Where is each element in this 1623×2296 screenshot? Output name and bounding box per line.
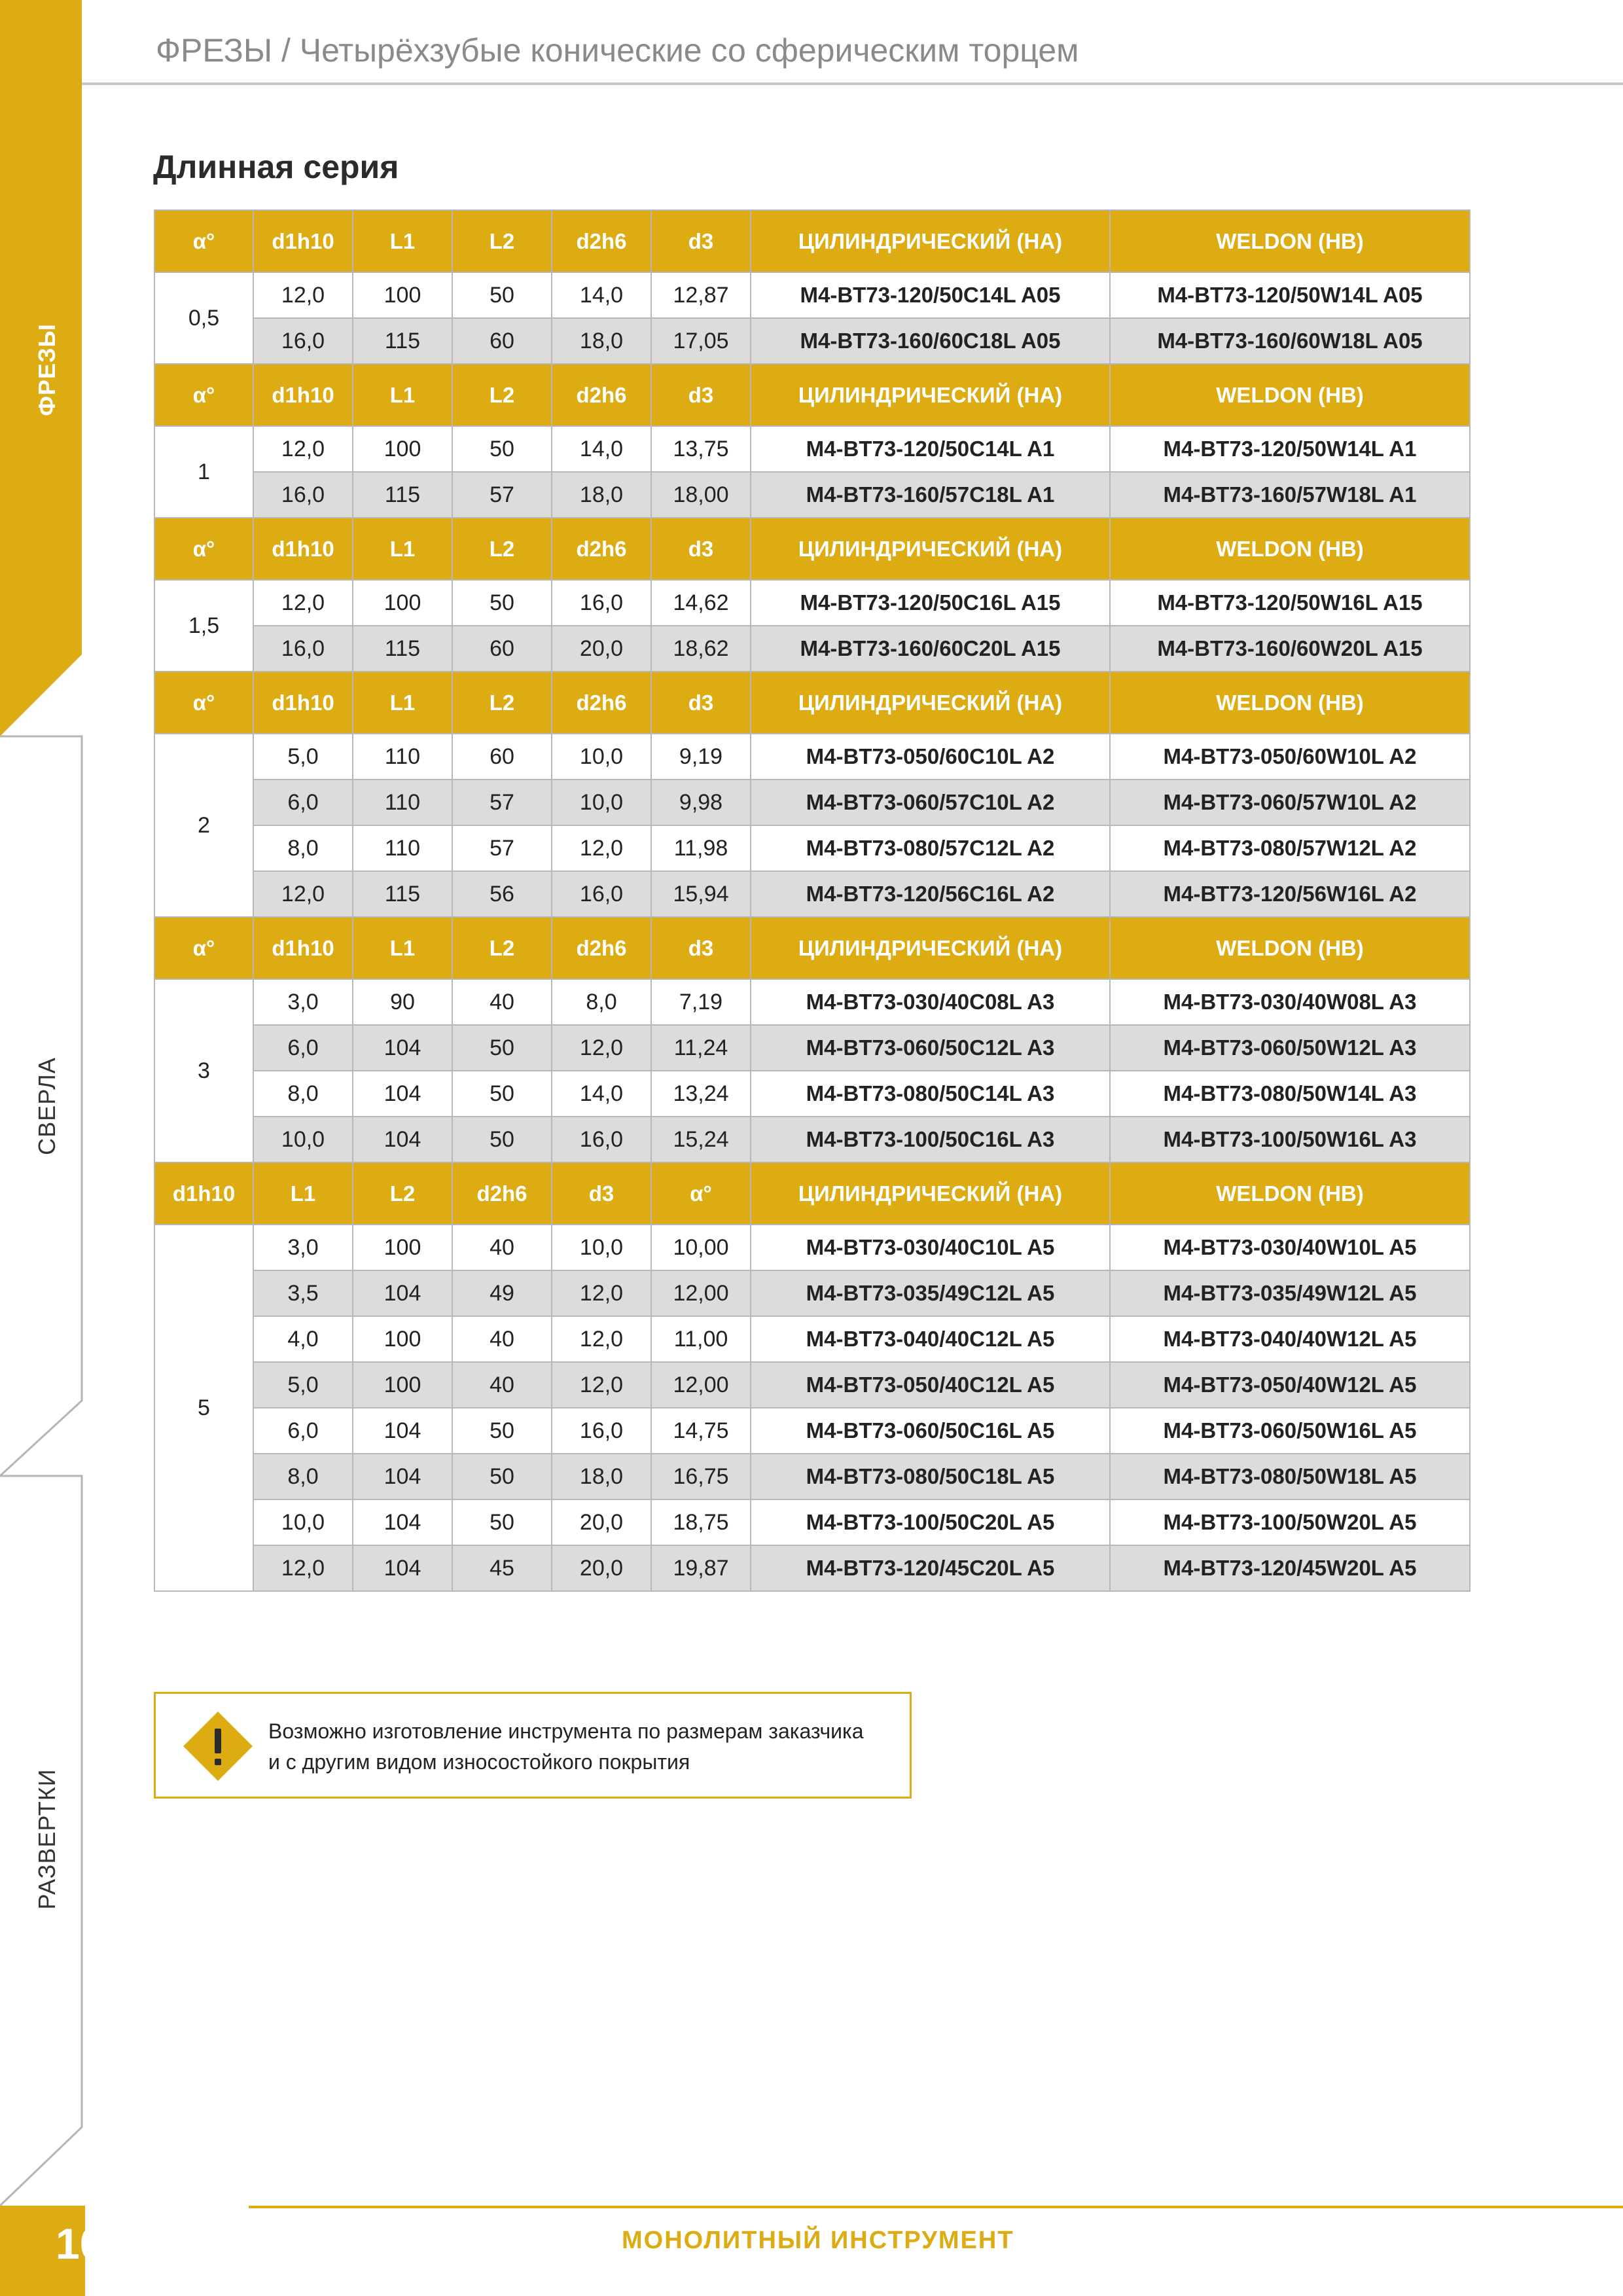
table-row (154, 871, 1470, 917)
product-code-cell: M4-BT73-080/57W12L A2 (1110, 825, 1470, 871)
column-header: ЦИЛИНДРИЧЕСКИЙ (HA) (751, 917, 1110, 979)
table-cell: 20,0 (552, 1545, 651, 1591)
product-code-cell: M4-BT73-120/45C20L A5 (751, 1545, 1110, 1591)
table-cell: 40 (452, 979, 552, 1025)
alpha-group-cell: 2 (154, 734, 253, 917)
product-code-cell: M4-BT73-120/56W16L A2 (1110, 871, 1470, 917)
table-cell: 45 (452, 1545, 552, 1591)
table-cell: 10,0 (253, 1499, 353, 1545)
table-cell: 9,19 (651, 734, 751, 780)
table-header-row (154, 210, 1470, 272)
table-cell: 115 (353, 871, 452, 917)
column-header: d1h10 (253, 364, 353, 426)
column-header: d3 (651, 210, 751, 272)
table-cell: 10,00 (651, 1225, 751, 1270)
table-cell: 18,0 (552, 472, 651, 518)
alpha-group-cell: 1 (154, 426, 253, 518)
table-cell: 104 (353, 1454, 452, 1499)
product-code-cell: M4-BT73-030/40W10L A5 (1110, 1225, 1470, 1270)
table-cell: 16,0 (253, 318, 353, 364)
table-row (154, 1362, 1470, 1408)
column-header: ЦИЛИНДРИЧЕСКИЙ (HA) (751, 210, 1110, 272)
table-cell: 3,5 (253, 1270, 353, 1316)
table-cell: 50 (452, 1499, 552, 1545)
table-cell: 110 (353, 734, 452, 780)
table-row (154, 1454, 1470, 1499)
product-code-cell: M4-BT73-160/60C18L A05 (751, 318, 1110, 364)
column-header: ЦИЛИНДРИЧЕСКИЙ (HA) (751, 672, 1110, 734)
table-cell: 10,0 (253, 1117, 353, 1162)
product-code-cell: M4-BT73-080/50W18L A5 (1110, 1454, 1470, 1499)
column-header: d3 (651, 672, 751, 734)
table-cell: 100 (353, 426, 452, 472)
table-cell: 16,0 (552, 1408, 651, 1454)
product-code-cell: M4-BT73-030/40W08L A3 (1110, 979, 1470, 1025)
product-code-cell: M4-BT73-100/50C20L A5 (751, 1499, 1110, 1545)
table-cell: 12,0 (253, 580, 353, 626)
table-cell: 100 (353, 1362, 452, 1408)
product-code-cell: M4-BT73-050/40C12L A5 (751, 1362, 1110, 1408)
table-cell: 100 (353, 272, 452, 318)
table-cell: 115 (353, 626, 452, 672)
table-row (154, 1545, 1470, 1591)
table-cell: 90 (353, 979, 452, 1025)
product-code-cell: M4-BT73-030/40C10L A5 (751, 1225, 1110, 1270)
column-header: d3 (651, 917, 751, 979)
table-cell: 18,00 (651, 472, 751, 518)
table-cell: 57 (452, 472, 552, 518)
table-cell: 18,75 (651, 1499, 751, 1545)
table-cell: 50 (452, 426, 552, 472)
table-cell: 50 (452, 580, 552, 626)
table-cell: 18,62 (651, 626, 751, 672)
table-cell: 10,0 (552, 1225, 651, 1270)
table-cell: 6,0 (253, 1408, 353, 1454)
side-navigation (0, 0, 85, 2296)
table-cell: 12,0 (552, 1316, 651, 1362)
table-cell: 8,0 (253, 825, 353, 871)
table-cell: 60 (452, 734, 552, 780)
product-code-cell: M4-BT73-160/60W18L A05 (1110, 318, 1470, 364)
table-cell: 100 (353, 1225, 452, 1270)
product-code-cell: M4-BT73-060/50W16L A5 (1110, 1408, 1470, 1454)
table-header-row (154, 364, 1470, 426)
table-cell: 40 (452, 1316, 552, 1362)
table-row (154, 426, 1470, 472)
table-cell: 12,0 (552, 825, 651, 871)
table-cell: 16,0 (253, 626, 353, 672)
column-header: L2 (452, 917, 552, 979)
column-header: L1 (353, 672, 452, 734)
table-row (154, 626, 1470, 672)
table-cell: 19,87 (651, 1545, 751, 1591)
table-header-row (154, 672, 1470, 734)
product-code-cell: M4-BT73-120/50W14L A1 (1110, 426, 1470, 472)
table-cell: 50 (452, 1454, 552, 1499)
product-code-cell: M4-BT73-080/50C14L A3 (751, 1071, 1110, 1117)
product-code-cell: M4-BT73-120/50C14L A1 (751, 426, 1110, 472)
table-cell: 12,87 (651, 272, 751, 318)
table-cell: 50 (452, 272, 552, 318)
column-header: WELDON (HB) (1110, 917, 1470, 979)
column-header: d1h10 (253, 917, 353, 979)
table-cell: 104 (353, 1025, 452, 1071)
product-code-cell: M4-BT73-060/50C12L A3 (751, 1025, 1110, 1071)
table-cell: 104 (353, 1499, 452, 1545)
table-cell: 3,0 (253, 1225, 353, 1270)
column-header: d2h6 (552, 518, 651, 580)
table-cell: 16,0 (552, 1117, 651, 1162)
product-code-cell: M4-BT73-120/50W16L A15 (1110, 580, 1470, 626)
table-cell: 104 (353, 1545, 452, 1591)
column-header: d2h6 (552, 672, 651, 734)
product-code-cell: M4-BT73-120/50W14L A05 (1110, 272, 1470, 318)
note-line-2: и с другим видом износостойкого покрытия (268, 1750, 690, 1774)
table-cell: 5,0 (253, 734, 353, 780)
table-cell: 11,98 (651, 825, 751, 871)
column-header: d1h10 (253, 518, 353, 580)
table-row (154, 1408, 1470, 1454)
product-code-cell: M4-BT73-060/57C10L A2 (751, 780, 1110, 825)
column-header: α° (651, 1162, 751, 1225)
table-header-row (154, 917, 1470, 979)
table-cell: 4,0 (253, 1316, 353, 1362)
table-row (154, 825, 1470, 871)
column-header: ЦИЛИНДРИЧЕСКИЙ (HA) (751, 1162, 1110, 1225)
column-header: d2h6 (452, 1162, 552, 1225)
column-header: d2h6 (552, 364, 651, 426)
page-header-title: ФРЕЗЫ / Четырёхзубые конические со сферическим торцем (156, 32, 1079, 69)
product-code-cell: M4-BT73-060/57W10L A2 (1110, 780, 1470, 825)
product-code-cell: M4-BT73-160/60W20L A15 (1110, 626, 1470, 672)
table-cell: 6,0 (253, 780, 353, 825)
product-code-cell: M4-BT73-120/45W20L A5 (1110, 1545, 1470, 1591)
table-row (154, 979, 1470, 1025)
table-row (154, 472, 1470, 518)
table-cell: 50 (452, 1025, 552, 1071)
column-header: d3 (651, 518, 751, 580)
product-code-cell: M4-BT73-050/60W10L A2 (1110, 734, 1470, 780)
table-cell: 17,05 (651, 318, 751, 364)
product-code-cell: M4-BT73-050/40W12L A5 (1110, 1362, 1470, 1408)
product-code-cell: M4-BT73-120/56C16L A2 (751, 871, 1110, 917)
section-title: Длинная серия (153, 149, 399, 185)
column-header: L1 (253, 1162, 353, 1225)
table-cell: 7,19 (651, 979, 751, 1025)
warning-diamond-icon (182, 1710, 254, 1782)
product-code-cell: M4-BT73-030/40C08L A3 (751, 979, 1110, 1025)
table-cell: 57 (452, 780, 552, 825)
table-cell: 40 (452, 1225, 552, 1270)
product-code-cell: M4-BT73-100/50W16L A3 (1110, 1117, 1470, 1162)
product-code-cell: M4-BT73-080/50C18L A5 (751, 1454, 1110, 1499)
column-header: L2 (452, 364, 552, 426)
table-cell: 16,0 (552, 580, 651, 626)
table-cell: 60 (452, 626, 552, 672)
table-row (154, 1499, 1470, 1545)
table-cell: 100 (353, 1316, 452, 1362)
table-cell: 115 (353, 318, 452, 364)
column-header: d1h10 (253, 210, 353, 272)
table-cell: 14,0 (552, 426, 651, 472)
product-code-cell: M4-BT73-160/57C18L A1 (751, 472, 1110, 518)
table-cell: 10,0 (552, 780, 651, 825)
table-cell: 12,0 (552, 1025, 651, 1071)
product-code-cell: M4-BT73-120/50C14L A05 (751, 272, 1110, 318)
column-header: d3 (651, 364, 751, 426)
table-cell: 56 (452, 871, 552, 917)
table-cell: 10,0 (552, 734, 651, 780)
product-code-cell: M4-BT73-050/60C10L A2 (751, 734, 1110, 780)
column-header: L1 (353, 364, 452, 426)
table-cell: 8,0 (552, 979, 651, 1025)
product-code-cell: M4-BT73-100/50C16L A3 (751, 1117, 1110, 1162)
column-header: d3 (552, 1162, 651, 1225)
product-code-cell: M4-BT73-060/50C16L A5 (751, 1408, 1110, 1454)
column-header: L2 (452, 672, 552, 734)
product-code-cell: M4-BT73-035/49W12L A5 (1110, 1270, 1470, 1316)
table-cell: 104 (353, 1270, 452, 1316)
product-code-cell: M4-BT73-080/57C12L A2 (751, 825, 1110, 871)
column-header: d2h6 (552, 917, 651, 979)
page-number: 106 (56, 2219, 128, 2268)
table-row (154, 734, 1470, 780)
table-cell: 60 (452, 318, 552, 364)
product-code-cell: M4-BT73-040/40C12L A5 (751, 1316, 1110, 1362)
alpha-group-cell: 1,5 (154, 580, 253, 672)
side-tab-frezy[interactable]: ФРЕЗЫ (33, 323, 60, 416)
column-header: α° (154, 518, 253, 580)
column-header: α° (154, 917, 253, 979)
table-row (154, 1225, 1470, 1270)
spec-table (154, 209, 1471, 1592)
table-cell: 13,75 (651, 426, 751, 472)
table-cell: 49 (452, 1270, 552, 1316)
table-row (154, 1117, 1470, 1162)
table-cell: 50 (452, 1117, 552, 1162)
alpha-group-cell: 5 (154, 1225, 253, 1591)
table-cell: 14,62 (651, 580, 751, 626)
table-cell: 20,0 (552, 1499, 651, 1545)
column-header: WELDON (HB) (1110, 364, 1470, 426)
product-code-cell: M4-BT73-160/57W18L A1 (1110, 472, 1470, 518)
table-cell: 12,0 (253, 871, 353, 917)
alpha-group-cell: 0,5 (154, 272, 253, 364)
table-cell: 8,0 (253, 1454, 353, 1499)
table-cell: 110 (353, 825, 452, 871)
note-box (154, 1692, 912, 1799)
table-cell: 12,0 (552, 1362, 651, 1408)
note-line-1: Возможно изготовление инструмента по размерам заказчика (268, 1719, 864, 1743)
product-code-cell: M4-BT73-080/50W14L A3 (1110, 1071, 1470, 1117)
column-header: WELDON (HB) (1110, 210, 1470, 272)
table-cell: 40 (452, 1362, 552, 1408)
product-code-cell: M4-BT73-160/60C20L A15 (751, 626, 1110, 672)
header-divider (82, 82, 1623, 85)
table-cell: 115 (353, 472, 452, 518)
table-cell: 13,24 (651, 1071, 751, 1117)
column-header: α° (154, 672, 253, 734)
table-cell: 3,0 (253, 979, 353, 1025)
side-tab-razvertki[interactable]: РАЗВЕРТКИ (33, 1768, 60, 1910)
note-text (268, 1716, 864, 1778)
table-cell: 100 (353, 580, 452, 626)
table-cell: 18,0 (552, 1454, 651, 1499)
footer-divider (249, 2206, 1623, 2208)
table-cell: 14,75 (651, 1408, 751, 1454)
table-cell: 104 (353, 1408, 452, 1454)
footer-label: МОНОЛИТНЫЙ ИНСТРУМЕНТ (622, 2227, 1014, 2254)
table-cell: 16,0 (552, 871, 651, 917)
table-cell: 9,98 (651, 780, 751, 825)
table-row (154, 1270, 1470, 1316)
column-header: L2 (452, 518, 552, 580)
table-cell: 12,0 (552, 1270, 651, 1316)
alpha-group-cell: 3 (154, 979, 253, 1162)
table-cell: 16,0 (253, 472, 353, 518)
column-header: WELDON (HB) (1110, 672, 1470, 734)
table-cell: 5,0 (253, 1362, 353, 1408)
table-cell: 18,0 (552, 318, 651, 364)
column-header: ЦИЛИНДРИЧЕСКИЙ (HA) (751, 518, 1110, 580)
column-header: d1h10 (154, 1162, 253, 1225)
table-cell: 50 (452, 1071, 552, 1117)
table-row (154, 272, 1470, 318)
table-row (154, 318, 1470, 364)
product-code-cell: M4-BT73-120/50C16L A15 (751, 580, 1110, 626)
product-code-cell: M4-BT73-035/49C12L A5 (751, 1270, 1110, 1316)
column-header: L1 (353, 917, 452, 979)
table-cell: 14,0 (552, 272, 651, 318)
table-cell: 20,0 (552, 626, 651, 672)
table-row (154, 1316, 1470, 1362)
product-code-cell: M4-BT73-040/40W12L A5 (1110, 1316, 1470, 1362)
table-cell: 12,00 (651, 1362, 751, 1408)
column-header: d1h10 (253, 672, 353, 734)
table-row (154, 1025, 1470, 1071)
table-cell: 6,0 (253, 1025, 353, 1071)
column-header: L2 (452, 210, 552, 272)
table-cell: 12,00 (651, 1270, 751, 1316)
table-cell: 16,75 (651, 1454, 751, 1499)
column-header: ЦИЛИНДРИЧЕСКИЙ (HA) (751, 364, 1110, 426)
table-cell: 12,0 (253, 272, 353, 318)
table-cell: 11,24 (651, 1025, 751, 1071)
side-tab-sverla[interactable]: СВЕРЛА (33, 1057, 60, 1155)
table-cell: 57 (452, 825, 552, 871)
column-header: WELDON (HB) (1110, 1162, 1470, 1225)
table-cell: 14,0 (552, 1071, 651, 1117)
product-code-cell: M4-BT73-100/50W20L A5 (1110, 1499, 1470, 1545)
table-row (154, 580, 1470, 626)
table-header-row (154, 518, 1470, 580)
product-code-cell: M4-BT73-060/50W12L A3 (1110, 1025, 1470, 1071)
column-header: α° (154, 364, 253, 426)
table-cell: 8,0 (253, 1071, 353, 1117)
column-header: L1 (353, 518, 452, 580)
table-cell: 15,94 (651, 871, 751, 917)
table-row (154, 1071, 1470, 1117)
table-header-row (154, 1162, 1470, 1225)
table-cell: 12,0 (253, 1545, 353, 1591)
column-header: WELDON (HB) (1110, 518, 1470, 580)
column-header: α° (154, 210, 253, 272)
column-header: L2 (353, 1162, 452, 1225)
table-cell: 12,0 (253, 426, 353, 472)
table-cell: 110 (353, 780, 452, 825)
column-header: L1 (353, 210, 452, 272)
table-cell: 50 (452, 1408, 552, 1454)
table-cell: 11,00 (651, 1316, 751, 1362)
table-cell: 104 (353, 1117, 452, 1162)
column-header: d2h6 (552, 210, 651, 272)
table-cell: 104 (353, 1071, 452, 1117)
table-cell: 15,24 (651, 1117, 751, 1162)
table-row (154, 780, 1470, 825)
